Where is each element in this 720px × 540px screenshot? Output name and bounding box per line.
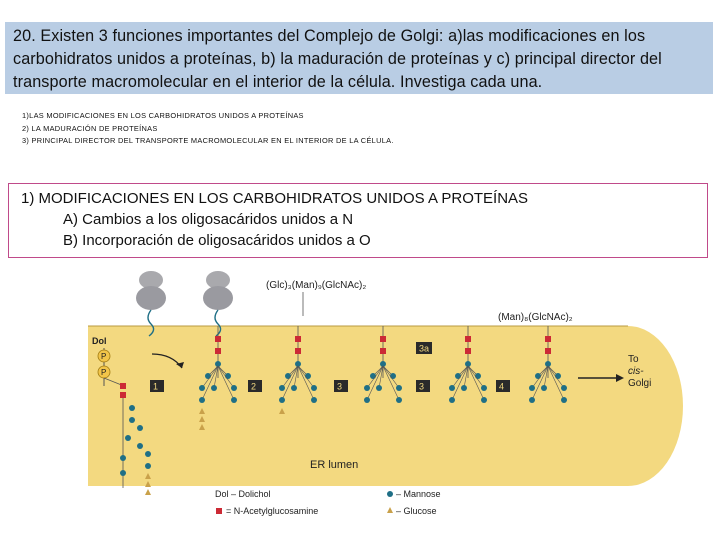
section-box [8,183,708,258]
mannose-icon [449,385,455,391]
step-label: 1 [153,381,159,392]
glucose-icon [387,507,393,513]
glcnac-icon [216,508,222,514]
glycosylation-diagram [88,268,688,536]
mannose-icon [390,373,396,379]
mannose-icon [396,397,402,403]
glcnac-icon [380,336,386,342]
mannose-icon [455,373,461,379]
mannose-icon [535,373,541,379]
list-item: 3) PRINCIPAL DIRECTOR DEL TRANSPORTE MACROMOLECULAR EN EL INTERIOR DE LA CÉLULA. [22,136,394,145]
phosphate-label: P [101,368,107,377]
top-formula: (Glc)₃(Man)₉(GlcNAc)₂ [266,280,367,291]
mannose-icon [225,373,231,379]
mannose-icon [376,385,382,391]
mannose-icon [231,385,237,391]
mannose-icon [541,385,547,391]
legend-glcnac: = N-Acetylglucosamine [226,506,319,516]
question-line-3: transporte macromolecular en el interior de la célula. Investiga cada una. [13,73,543,91]
mannose-icon [305,373,311,379]
list-item: 2) LA MADURACIÓN DE PROTEÍNAS [22,123,158,133]
question-box [5,22,713,94]
to-golgi-label: To [628,354,639,365]
to-golgi-label: cis- [628,366,644,377]
glcnac-icon [295,336,301,342]
mannose-icon [279,385,285,391]
legend-glucose: – Glucose [396,506,437,516]
er-lumen-label: ER lumen [310,459,359,471]
step-label: 2 [251,381,257,392]
mannose-icon [311,397,317,403]
legend-dol: Dol – Dolichol [215,489,271,499]
mannose-icon [529,397,535,403]
glcnac-icon [380,348,386,354]
mannose-icon [285,373,291,379]
mannose-icon [449,397,455,403]
mannose-icon [481,385,487,391]
to-golgi-label: Golgi [628,378,652,389]
mannose-icon [205,373,211,379]
mannose-icon [387,491,393,497]
mannose-icon [396,385,402,391]
question-line-1: 20. Existen 3 funciones importantes del Complejo de Golgi: a)las modificaciones en los [13,27,646,45]
sub-item-a: A) Cambios a los oligosacáridos unidos a N [63,211,354,228]
glcnac-icon [545,336,551,342]
step-label: 3 [337,381,343,392]
mannose-icon [364,385,370,391]
mannose-icon [370,373,376,379]
mannose-icon [199,397,205,403]
functions-list [22,110,394,148]
mannose-icon [364,397,370,403]
list-item: 1)LAS MODIFICACIONES EN LOS CARBOHIDRATOS UNIDOS A PROTEÍNAS [22,111,304,120]
legend [215,489,441,516]
mannose-icon [561,397,567,403]
diagram-svg [88,268,688,536]
glcnac-icon [465,336,471,342]
mannose-icon [291,385,297,391]
mannose-icon [279,397,285,403]
mannose-icon [529,385,535,391]
dol-label: Dol [92,336,107,346]
glcnac-icon [215,348,221,354]
mannose-icon [211,385,217,391]
phosphate-label: P [101,352,107,361]
mannose-icon [475,373,481,379]
section-title: 1) MODIFICACIONES EN LOS CARBOHIDRATOS UNIDOS A PROTEÍNAS [21,190,529,207]
legend-mannose: – Mannose [396,489,441,499]
mannose-icon [555,373,561,379]
question-line-2: carbohidratos unidos a proteínas, b) la maduración de proteínas y c) principal director del [13,50,662,68]
glcnac-icon [465,348,471,354]
mannose-icon [481,397,487,403]
mannose-icon [561,385,567,391]
sub-item-b: B) Incorporación de oligosacáridos unidos a O [63,232,371,249]
step-label: 3a [419,343,430,354]
glcnac-icon [215,336,221,342]
mannose-icon [199,385,205,391]
step-label: 3 [419,381,425,392]
right-formula: (Man)₈(GlcNAc)₂ [498,312,573,323]
step-label: 4 [499,381,505,392]
glcnac-icon [545,348,551,354]
glcnac-icon [295,348,301,354]
mannose-icon [461,385,467,391]
mannose-icon [311,385,317,391]
mannose-icon [231,397,237,403]
